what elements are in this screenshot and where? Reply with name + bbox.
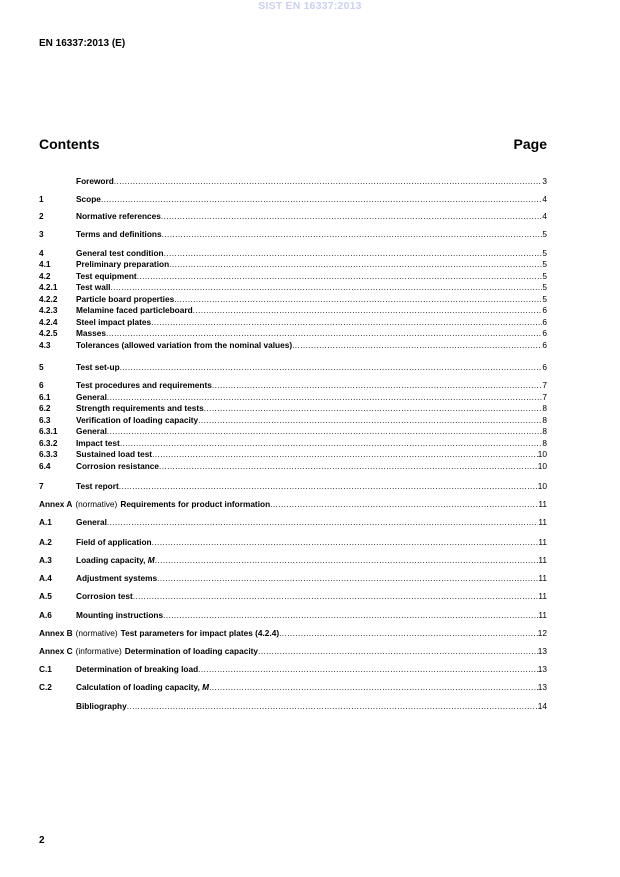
toc-leader-dots [157, 573, 538, 583]
toc-entry-title: General [76, 392, 107, 402]
toc-entry-title: Corrosion resistance [76, 461, 159, 471]
toc-entry-page: 7 [542, 380, 547, 390]
toc-leader-dots [110, 282, 542, 292]
toc-entry-page: 13 [537, 646, 547, 656]
toc-entry-title: Foreword [76, 176, 114, 186]
toc-entry-page: 4 [542, 211, 547, 221]
toc-entry-title: Particle board properties [76, 294, 175, 304]
toc-entry-title: General [76, 426, 107, 436]
toc-entry[interactable] [39, 517, 547, 527]
toc-entry-number: 6.2 [39, 403, 51, 413]
toc-annex-label: Annex C [39, 646, 73, 656]
toc-entry-page: 11 [538, 573, 547, 583]
toc-entry-number: 1 [39, 194, 44, 204]
toc-entry-title: Determination of breaking load [76, 664, 199, 674]
toc-entry-number: 4.2.4 [39, 317, 58, 327]
toc-entry-page: 12 [537, 628, 547, 638]
toc-entry-page: 11 [538, 517, 547, 527]
toc-entry-title: Adjustment systems [76, 573, 158, 583]
toc-entry-page: 13 [537, 682, 547, 692]
toc-leader-dots [107, 426, 542, 436]
toc-entry-title: Corrosion test [76, 591, 133, 601]
toc-entry[interactable] [39, 449, 547, 459]
toc-entry[interactable] [39, 305, 547, 315]
toc-entry-title: Test set-up [76, 362, 120, 372]
toc-entry-title: Loading capacity, M [76, 555, 155, 565]
toc-leader-dots [151, 317, 542, 327]
toc-leader-dots [270, 499, 538, 509]
toc-leader-dots [209, 682, 538, 692]
toc-entry-title: Test report [76, 481, 119, 491]
toc-entry[interactable] [39, 229, 547, 239]
toc-entry-page: 6 [542, 305, 547, 315]
toc-leader-dots [174, 294, 542, 304]
toc-entry-number: A.6 [39, 610, 52, 620]
toc-entry-title: Test equipment [76, 271, 137, 281]
toc-entry[interactable] [39, 248, 547, 258]
toc-entry-number: 6.1 [39, 392, 51, 402]
page-column-label: Page [513, 136, 547, 152]
toc-entry[interactable] [39, 294, 547, 304]
toc-entry[interactable] [39, 328, 547, 338]
toc-entry-number: 4.2 [39, 271, 51, 281]
toc-entry[interactable] [39, 362, 547, 372]
toc-entry-title: Bibliography [76, 701, 127, 711]
toc-entry-title: Test parameters for impact plates (4.2.4) [120, 628, 280, 638]
toc-entry-page: 6 [542, 328, 547, 338]
toc-annex-label: Annex A [39, 499, 73, 509]
toc-entry-page: 3 [542, 176, 547, 186]
toc-entry[interactable] [39, 664, 547, 674]
toc-entry-number: C.2 [39, 682, 52, 692]
toc-leader-dots [137, 271, 543, 281]
toc-entry[interactable] [39, 317, 547, 327]
toc-entry-title: Test wall [76, 282, 111, 292]
toc-entry-page: 11 [538, 555, 547, 565]
toc-entry-number: 4 [39, 248, 44, 258]
toc-entry-title: General [76, 517, 107, 527]
watermark: SIST EN 16337:2013 [258, 0, 362, 12]
toc-leader-dots [106, 328, 542, 338]
document-id: EN 16337:2013 (E) [39, 38, 126, 49]
toc-entry[interactable] [39, 282, 547, 292]
toc-entry[interactable] [39, 573, 547, 583]
toc-entry[interactable] [39, 499, 547, 509]
toc-entry-title: Terms and definitions [76, 229, 162, 239]
toc-entry-page: 11 [538, 591, 547, 601]
toc-entry-page: 5 [542, 271, 547, 281]
toc-entry-number: A.1 [39, 517, 52, 527]
toc-leader-dots [133, 591, 539, 601]
toc-entry[interactable] [39, 176, 547, 186]
toc-entry-title: Requirements for product information [120, 499, 271, 509]
toc-leader-dots [279, 628, 538, 638]
toc-entry[interactable] [39, 555, 547, 565]
toc-entry-title: Mounting instructions [76, 610, 164, 620]
toc-annex-qualifier: (informative) [75, 646, 122, 656]
toc-entry-number: 4.2.1 [39, 282, 58, 292]
toc-entry-page: 10 [537, 481, 547, 491]
toc-leader-dots [119, 481, 538, 491]
toc-entry[interactable] [39, 701, 547, 711]
toc-entry[interactable] [39, 591, 547, 601]
toc-entry-title: Sustained load test [76, 449, 153, 459]
toc-entry[interactable] [39, 194, 547, 204]
toc-entry-title: Masses [76, 328, 106, 338]
toc-entry-page: 10 [537, 461, 547, 471]
toc-entry[interactable] [39, 392, 547, 402]
toc-entry-number: 6.3 [39, 415, 51, 425]
toc-entry-title: Determination of loading capacity [124, 646, 258, 656]
toc-entry-page: 6 [542, 317, 547, 327]
toc-entry-number: 4.1 [39, 259, 51, 269]
toc-entry-title: Verification of loading capacity [76, 415, 199, 425]
toc-entry[interactable] [39, 481, 547, 491]
toc-entry-page: 11 [538, 610, 547, 620]
toc-entry-title: Tolerances (allowed variation from the nominal values) [76, 340, 293, 350]
toc-entry-number: 4.2.3 [39, 305, 58, 315]
toc-entry[interactable] [39, 461, 547, 471]
toc-leader-dots [198, 664, 538, 674]
toc-entry-page: 5 [542, 259, 547, 269]
toc-leader-dots [292, 340, 542, 350]
toc-entry[interactable] [39, 271, 547, 281]
toc-entry-page: 8 [542, 426, 547, 436]
toc-leader-dots [107, 392, 542, 402]
toc-entry-page: 5 [542, 229, 547, 239]
toc-entry[interactable] [39, 537, 547, 547]
toc-leader-dots [204, 403, 543, 413]
toc-entry-number: 7 [39, 481, 44, 491]
toc-entry-number: 4.2.2 [39, 294, 58, 304]
toc-entry-title: Steel impact plates [76, 317, 152, 327]
toc-entry-page: 8 [542, 403, 547, 413]
toc-entry[interactable] [39, 380, 547, 390]
toc-entry-number: 3 [39, 229, 44, 239]
toc-leader-dots [162, 229, 543, 239]
toc-entry-title: Impact test [76, 438, 120, 448]
toc-leader-dots [152, 449, 538, 459]
toc-leader-dots [169, 259, 542, 269]
toc-leader-dots [101, 194, 542, 204]
toc-leader-dots [212, 380, 543, 390]
toc-entry[interactable] [39, 682, 547, 692]
toc-entry-title: Field of application [76, 537, 152, 547]
toc-entry-page: 14 [537, 701, 547, 711]
toc-entry[interactable] [39, 426, 547, 436]
toc-entry-page: 11 [538, 499, 547, 509]
toc-entry-title: Scope [76, 194, 101, 204]
toc-leader-dots [120, 362, 543, 372]
toc-entry-number: 6.3.2 [39, 438, 58, 448]
toc-leader-dots [193, 305, 543, 315]
toc-entry-number: A.5 [39, 591, 52, 601]
toc-entry-page: 6 [542, 362, 547, 372]
toc-leader-dots [127, 701, 538, 711]
toc-annex-qualifier: (normative) [75, 499, 118, 509]
toc-entry-number: 6.3.3 [39, 449, 58, 459]
toc-leader-dots [159, 461, 538, 471]
toc-entry-title: Melamine faced particleboard [76, 305, 193, 315]
toc-entry-number: 6.4 [39, 461, 51, 471]
toc-entry[interactable] [39, 438, 547, 448]
toc-entry-number: 5 [39, 362, 44, 372]
toc-leader-dots [107, 517, 538, 527]
toc-entry[interactable] [39, 628, 547, 638]
toc-leader-dots [152, 537, 539, 547]
toc-leader-dots [120, 438, 543, 448]
toc-leader-dots [164, 248, 543, 258]
toc-entry-number: 4.3 [39, 340, 51, 350]
contents-title: Contents [39, 136, 100, 152]
toc-entry-title: Strength requirements and tests [76, 403, 204, 413]
toc-entry-number: 6 [39, 380, 44, 390]
toc-leader-dots [163, 610, 538, 620]
toc-entry-number: 6.3.1 [39, 426, 58, 436]
toc-entry[interactable] [39, 259, 547, 269]
toc-entry-title: Preliminary preparation [76, 259, 170, 269]
toc-entry-page: 5 [542, 294, 547, 304]
toc-entry-page: 6 [542, 340, 547, 350]
toc-entry-page: 5 [542, 248, 547, 258]
toc-entry-number: A.4 [39, 573, 52, 583]
toc-annex-label: Annex B [39, 628, 73, 638]
toc-entry[interactable] [39, 415, 547, 425]
toc-leader-dots [155, 555, 539, 565]
toc-leader-dots [198, 415, 542, 425]
toc-entry[interactable] [39, 403, 547, 413]
toc-entry-number: A.3 [39, 555, 52, 565]
toc-entry-title: Calculation of loading capacity, M [76, 682, 210, 692]
toc-entry-title: Test procedures and requirements [76, 380, 212, 390]
toc-entry-number: C.1 [39, 664, 52, 674]
toc-entry[interactable] [39, 610, 547, 620]
toc-entry-number: 4.2.5 [39, 328, 58, 338]
toc-entry-page: 8 [542, 438, 547, 448]
toc-entry-page: 7 [542, 392, 547, 402]
toc-entry-page: 5 [542, 282, 547, 292]
toc-leader-dots [161, 211, 543, 221]
toc-entry-title: General test condition [76, 248, 164, 258]
toc-entry-number: 2 [39, 211, 44, 221]
toc-leader-dots [258, 646, 538, 656]
toc-entry-title: Normative references [76, 211, 161, 221]
toc-entry-page: 8 [542, 415, 547, 425]
page-number: 2 [39, 835, 45, 846]
toc-entry-page: 4 [542, 194, 547, 204]
toc-entry[interactable] [39, 646, 547, 656]
toc-entry-number: A.2 [39, 537, 52, 547]
toc-entry-page: 13 [537, 664, 547, 674]
toc-entry[interactable] [39, 211, 547, 221]
toc-leader-dots [114, 176, 543, 186]
toc-entry[interactable] [39, 340, 547, 350]
toc-entry-page: 10 [537, 449, 547, 459]
toc-entry-page: 11 [538, 537, 547, 547]
toc-annex-qualifier: (normative) [75, 628, 118, 638]
